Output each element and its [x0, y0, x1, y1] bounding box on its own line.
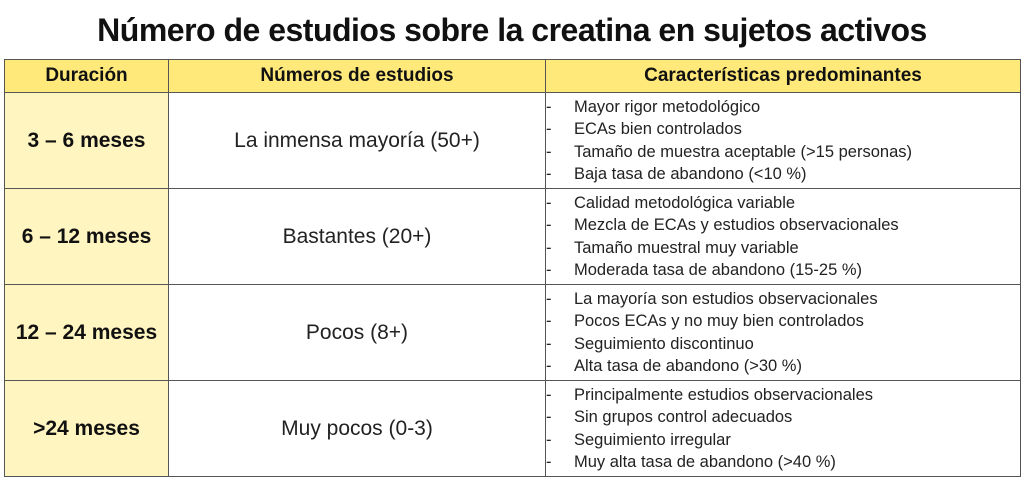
feature-item [546, 451, 1020, 474]
studies-table [4, 59, 1021, 477]
feature-text: Seguimiento discontinuo [574, 334, 754, 353]
duration-cell: 12 – 24 meses [5, 285, 169, 381]
features-list [546, 288, 1020, 378]
feature-item [546, 259, 1020, 282]
dash-bullet: - [546, 312, 552, 330]
duration-cell: 6 – 12 meses [5, 189, 169, 285]
study-count-cell: Muy pocos (0-3) [169, 381, 546, 477]
feature-item [546, 333, 1020, 356]
table-row [5, 189, 1021, 285]
header-study-count: Números de estudios [169, 60, 546, 93]
feature-item [546, 406, 1020, 429]
duration-cell: >24 meses [5, 381, 169, 477]
dash-bullet: - [546, 385, 552, 404]
feature-item [546, 429, 1020, 452]
study-count-cell: Bastantes (20+) [169, 189, 546, 285]
page-title: Número de estudios sobre la creatina en sujetos activos [97, 12, 927, 48]
feature-item [546, 288, 1020, 311]
table-row [5, 93, 1021, 189]
feature-text: Muy alta tasa de abandono (>40 %) [574, 453, 836, 471]
feature-text: Moderada tasa de abandono (15-25 %) [574, 261, 863, 279]
feature-text: La mayoría son estudios observacionales [574, 289, 878, 308]
dash-bullet: - [546, 193, 552, 212]
feature-text: Seguimiento irregular [574, 430, 731, 449]
study-count-cell: Pocos (8+) [169, 285, 546, 381]
feature-item [546, 96, 1020, 119]
feature-text: Principalmente estudios observacionales [574, 385, 873, 404]
feature-item [546, 237, 1020, 260]
feature-item [546, 355, 1020, 378]
table-row [5, 285, 1021, 381]
feature-text: Mayor rigor metodológico [574, 97, 761, 116]
feature-item [546, 384, 1020, 407]
feature-text: Tamaño muestral muy variable [574, 238, 799, 257]
feature-item [546, 192, 1020, 215]
dash-bullet: - [546, 120, 552, 138]
dash-bullet: - [546, 289, 552, 308]
dash-bullet: - [546, 408, 552, 426]
dash-bullet: - [546, 261, 552, 279]
feature-text: Sin grupos control adecuados [574, 408, 793, 426]
dash-bullet: - [546, 238, 552, 257]
features-cell [546, 285, 1021, 381]
features-cell [546, 381, 1021, 477]
feature-text: Mezcla de ECAs y estudios observacionales [574, 216, 899, 234]
duration-cell: 3 – 6 meses [5, 93, 169, 189]
dash-bullet: - [546, 97, 552, 116]
feature-text: Calidad metodológica variable [574, 193, 796, 212]
features-list [546, 96, 1020, 186]
table-row [5, 381, 1021, 477]
dash-bullet: - [546, 142, 552, 161]
feature-text: Tamaño de muestra aceptable (>15 personas) [574, 142, 912, 161]
dash-bullet: - [546, 453, 552, 471]
dash-bullet: - [546, 216, 552, 234]
feature-text: Alta tasa de abandono (>30 %) [574, 357, 802, 375]
feature-item [546, 163, 1020, 186]
feature-item [546, 214, 1020, 237]
dash-bullet: - [546, 430, 552, 449]
header-features: Características predominantes [546, 60, 1021, 93]
feature-item [546, 141, 1020, 164]
dash-bullet: - [546, 165, 552, 183]
header-duration: Duración [5, 60, 169, 93]
feature-text: Baja tasa de abandono (<10 %) [574, 165, 807, 183]
feature-text: ECAs bien controlados [574, 120, 742, 138]
features-cell [546, 189, 1021, 285]
feature-item [546, 310, 1020, 333]
features-list [546, 192, 1020, 282]
feature-text: Pocos ECAs y no muy bien controlados [574, 312, 864, 330]
dash-bullet: - [546, 334, 552, 353]
features-cell [546, 93, 1021, 189]
header-row [5, 60, 1021, 93]
features-list [546, 384, 1020, 474]
feature-item [546, 118, 1020, 141]
dash-bullet: - [546, 357, 552, 375]
study-count-cell: La inmensa mayoría (50+) [169, 93, 546, 189]
